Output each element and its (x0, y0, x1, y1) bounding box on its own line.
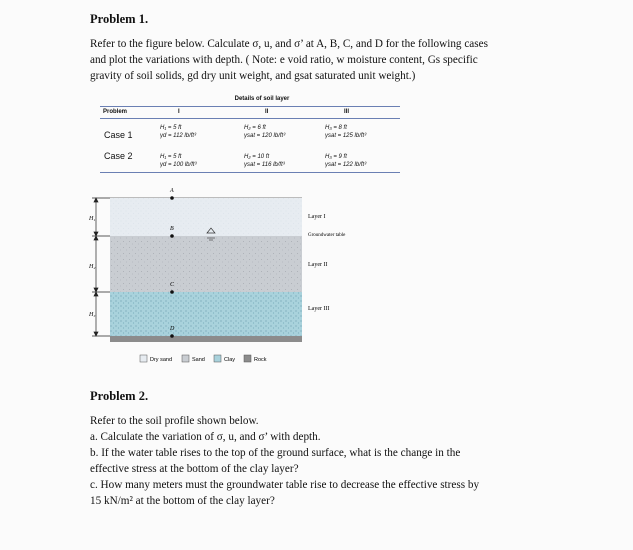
cell: H₃ = 9 ft γsat = 122 lb/ft³ (325, 154, 367, 168)
legend-dry-sand: Dry sand (150, 357, 173, 363)
point-b (170, 234, 174, 238)
rock-layer (110, 336, 302, 342)
problem1-line: gravity of soil solids, gd dry unit weight, and gsat saturated unit weight.) (90, 70, 416, 82)
problem2-line: 15 kN/m² at the bottom of the clay layer? (90, 495, 275, 507)
legend-rock: Rock (254, 357, 267, 363)
table-header-3: III (344, 109, 350, 115)
cell: H₃ = 8 ft γsat = 125 lb/ft³ (325, 125, 367, 139)
cell: H₂ = 10 ft γsat = 116 lb/ft³ (244, 154, 285, 168)
problem1-line: Refer to the figure below. Calculate σ, u, and σ’ at A, B, C, and D for the following cases (90, 38, 488, 50)
problem2-line: a. Calculate the variation of σ, u, and σ’ with depth. (90, 431, 321, 443)
point-d (170, 334, 174, 338)
table-title: Details of soil layer (234, 96, 290, 102)
cell: H₁ = 5 ft γd = 100 lb/ft³ (160, 154, 197, 168)
point-b-label: B (170, 226, 174, 232)
sand-layer (110, 236, 302, 292)
table-header-1: I (178, 109, 180, 115)
problem2-line: Refer to the soil profile shown below. (90, 415, 259, 427)
cell: H₂ = 6 ft γsat = 120 lb/ft³ (244, 125, 286, 139)
cell: H₁ = 5 ft γd = 112 lb/ft³ (160, 125, 197, 139)
legend-sand: Sand (192, 357, 205, 363)
problem2-line: b. If the water table rises to the top of the ground surface, what is the change in the (90, 447, 461, 459)
point-a-label: A (170, 188, 174, 194)
figure-legend (140, 355, 267, 363)
problem2-line: c. How many meters must the groundwater table rise to decrease the effective stress by (90, 479, 480, 491)
label-layer2: Layer II (308, 262, 328, 268)
label-layer1: Layer I (308, 214, 326, 220)
point-c (170, 290, 174, 294)
problem1-line: and plot the variations with depth. ( Note: e void ratio, w moisture content, Gs specific (90, 54, 478, 66)
problem1-text (90, 36, 610, 84)
table-header-problem: Problem (103, 109, 128, 115)
row-case2-label: Case 2 (104, 151, 133, 161)
problem2-heading: Problem 2. (90, 389, 149, 403)
problem2-line: effective stress at the bottom of the clay layer? (90, 463, 299, 475)
dim-h1: H₁ (89, 216, 96, 222)
clay-layer (110, 292, 302, 336)
problem1-heading: Problem 1. (90, 12, 149, 26)
table-header-2: II (265, 109, 269, 115)
soil-profile-figure (80, 180, 380, 370)
dry-sand-layer (110, 198, 302, 236)
point-a (170, 196, 174, 200)
dim-h2: H₂ (89, 264, 96, 270)
label-layer3: Layer III (308, 306, 330, 312)
point-c-label: C (170, 282, 175, 288)
point-d-label: D (170, 326, 175, 332)
legend-clay: Clay (224, 357, 236, 363)
dim-h3: H₃ (89, 312, 96, 318)
label-gwt: Groundwater table (308, 233, 346, 238)
problem2-text (90, 413, 610, 509)
row-case1-label: Case 1 (104, 130, 133, 140)
